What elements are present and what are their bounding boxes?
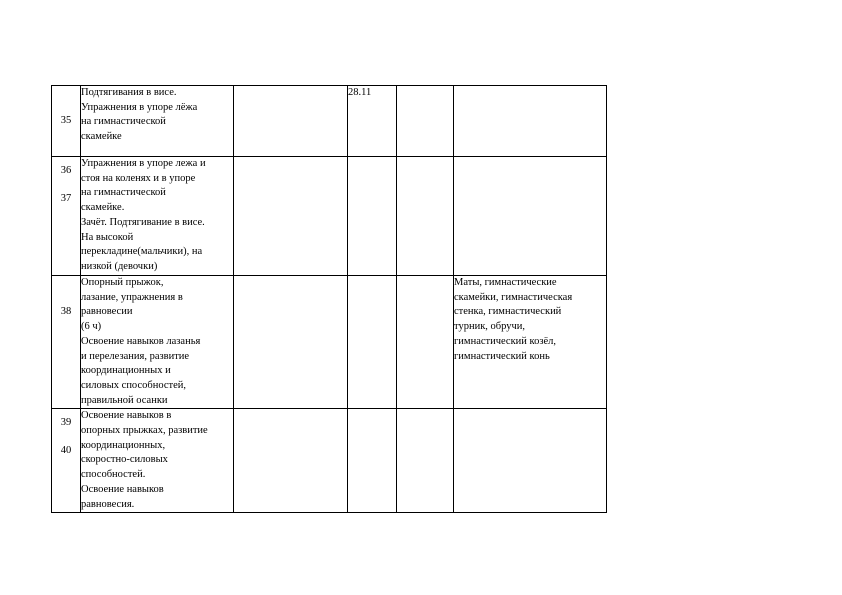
- lesson-topic-cell: [81, 276, 234, 409]
- topic-line: скамейке: [81, 131, 122, 143]
- equipment-line: турник, обручи,: [454, 321, 526, 333]
- topic-line: низкой (девочки): [81, 260, 158, 272]
- topic-line: координационных,: [81, 439, 166, 451]
- topic-line: перекладине(мальчики), на: [81, 246, 203, 258]
- lesson-number-cell: [52, 157, 81, 276]
- empty-cell: [234, 409, 348, 513]
- topic-line: Опорный прыжок,: [81, 277, 164, 288]
- lesson-date-cell: [348, 86, 397, 157]
- lesson-number: 39: [60, 417, 72, 429]
- lesson-topic-cell: [81, 409, 234, 513]
- topic-line: Освоение навыков в: [81, 410, 172, 422]
- topic-line: силовых способностей,: [81, 379, 186, 391]
- lesson-topic-cell: [81, 157, 234, 276]
- table-row-38: [52, 276, 607, 409]
- lesson-plan-table: [51, 85, 607, 513]
- table-row-39-40: [52, 409, 607, 513]
- empty-cell: [397, 157, 454, 276]
- empty-cell: [234, 86, 348, 157]
- lesson-date-cell: [348, 157, 397, 276]
- topic-line: Освоение навыков: [81, 483, 164, 495]
- lesson-number-cell: [52, 86, 81, 157]
- topic-line: Зачёт. Подтягивание в висе.: [81, 216, 205, 228]
- topic-line: Упражнения в упоре лёжа: [81, 101, 198, 113]
- empty-cell: [234, 157, 348, 276]
- table-row-35: [52, 86, 607, 157]
- equipment-cell: [454, 157, 607, 276]
- topic-line: На высокой: [81, 231, 134, 243]
- equipment-line: стенка, гимнастический: [454, 306, 562, 318]
- equipment-cell: [454, 86, 607, 157]
- topic-line: способностей.: [81, 469, 146, 481]
- topic-line: правильной осанки: [81, 394, 168, 406]
- topic-line: лазание, упражнения в: [81, 291, 183, 303]
- empty-cell: [234, 276, 348, 409]
- topic-line: Подтягивания в висе.: [81, 87, 177, 98]
- lesson-number: 36: [60, 165, 72, 176]
- equipment-line: гимнастический козёл,: [454, 335, 557, 347]
- empty-cell: [397, 409, 454, 513]
- equipment-line: гимнастический конь: [454, 350, 550, 362]
- equipment-cell: [454, 276, 607, 409]
- empty-cell: [397, 86, 454, 157]
- topic-line: Упражнения в упоре лежа и: [81, 158, 206, 169]
- topic-line: скамейке.: [81, 202, 125, 214]
- lesson-topic-cell: [81, 86, 234, 157]
- equipment-cell: [454, 409, 607, 513]
- lesson-number-cell: [52, 276, 81, 409]
- lesson-date-cell: [348, 409, 397, 513]
- equipment-line: Маты, гимнастические: [454, 277, 557, 288]
- topic-line: на гимнастической: [81, 116, 166, 128]
- lesson-number: 37: [60, 193, 72, 204]
- topic-line: на гимнастической: [81, 187, 166, 199]
- topic-line: Освоение навыков лазанья: [81, 335, 201, 347]
- table-row-36-37: [52, 157, 607, 276]
- equipment-line: скамейки, гимнастическая: [454, 291, 573, 303]
- lesson-number: 40: [60, 445, 72, 457]
- lesson-number: 38: [60, 306, 72, 317]
- empty-cell: [397, 276, 454, 409]
- topic-line: (6 ч): [81, 321, 102, 333]
- lesson-number: 35: [60, 115, 72, 126]
- topic-line: стоя на коленях и в упоре: [81, 172, 196, 184]
- lesson-date-cell: [348, 276, 397, 409]
- lesson-date: 28.11: [348, 87, 372, 98]
- lesson-number-cell: [52, 409, 81, 513]
- topic-line: координационных и: [81, 365, 171, 377]
- topic-line: и перелезания, развитие: [81, 350, 190, 362]
- topic-line: скоростно-силовых: [81, 454, 168, 466]
- topic-line: равновесия.: [81, 498, 135, 510]
- topic-line: равновесии: [81, 306, 133, 318]
- topic-line: опорных прыжках, развитие: [81, 425, 208, 437]
